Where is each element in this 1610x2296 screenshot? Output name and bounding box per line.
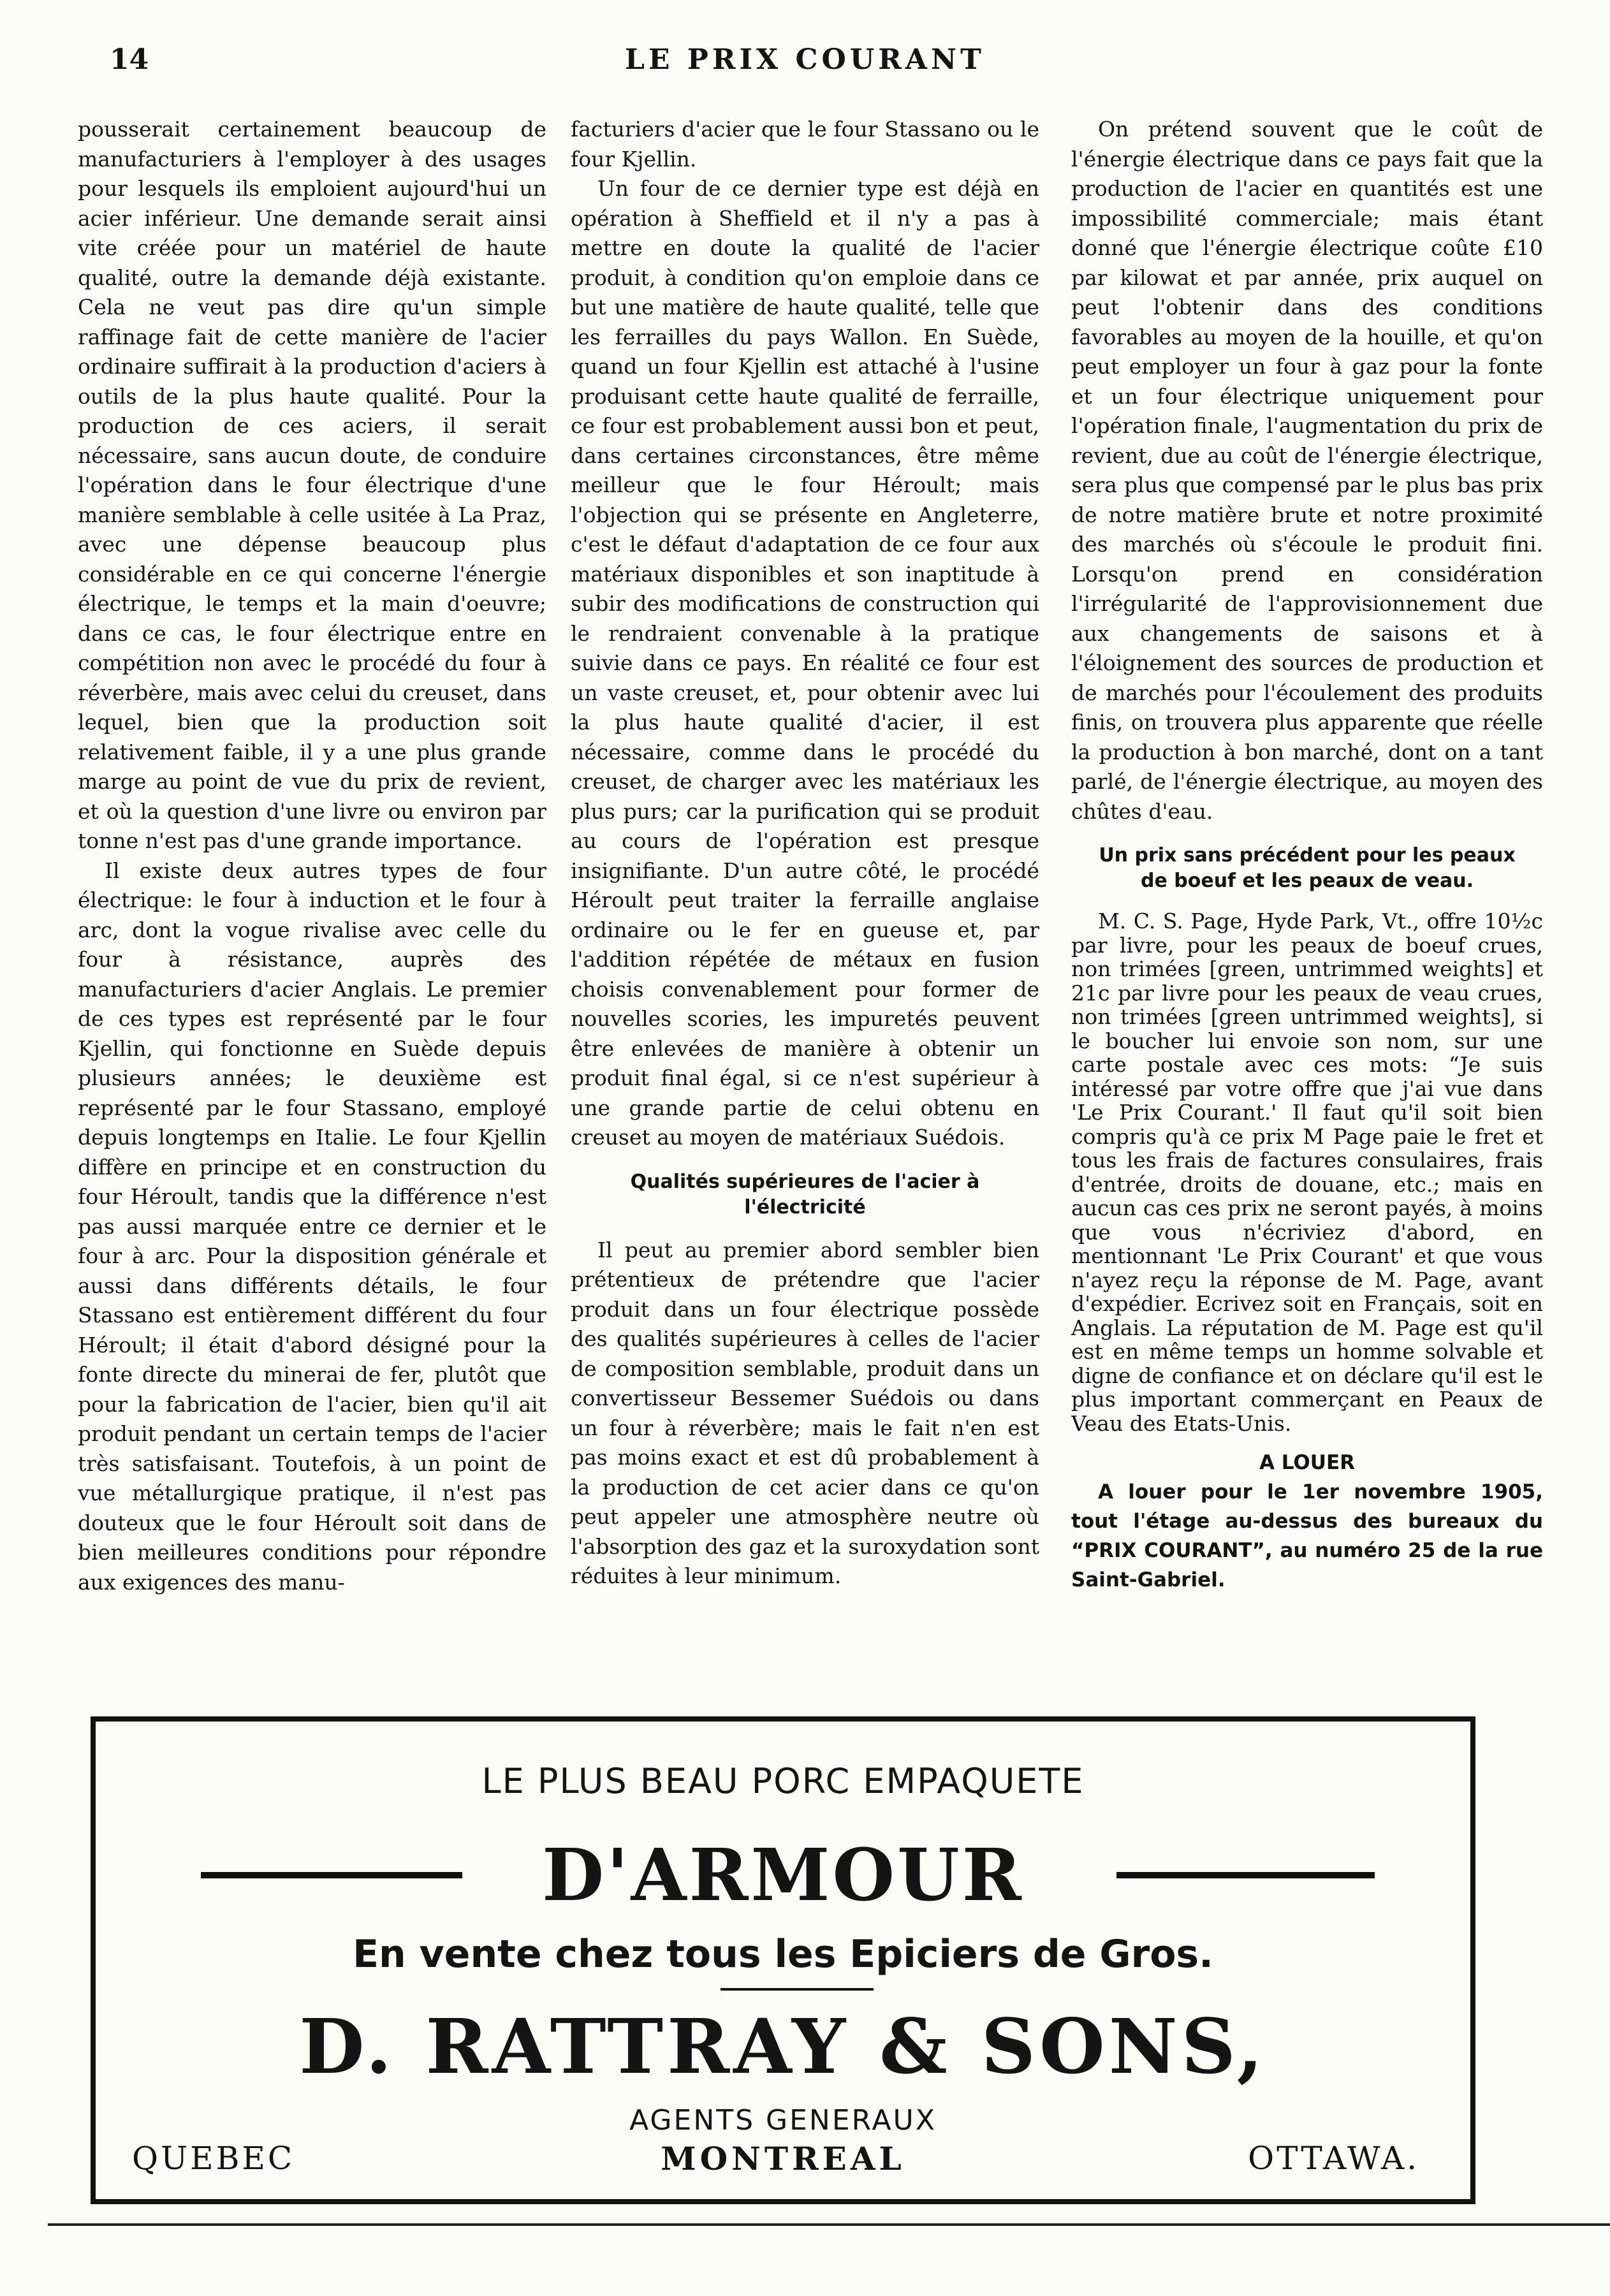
- armour-advertisement: [91, 1716, 1475, 2204]
- article-paragraph: Il existe deux autres types de four électrique: le four à induction et le four à arc, dont la vogue rivalise avec celle du four à résistance, auprès des manufacturiers d'acier Anglais. Le premier de ces types est représenté par le four Kjellin, qui fonctionne en Suède depuis plusieurs années; le deuxième est représenté par le four Stassano, employé depuis longtemps en Italie. Le four Kjellin diffère en principe et en construction du four Héroult, tandis que la différence n'est pas aussi marquée entre ce dernier et le four à arc. Pour la disposition générale et aussi dans différents détails, le four Stassano est entièrement différent du four Héroult; il était d'abord désigné pour la fonte directe du minerai de fer, plutôt que pour la fabrication de l'acier, bien qu'il ait produit pendant un certain temps de l'acier très satisfaisant. Toutefois, à un point de vue métallurgique pratique, il n'est pas douteux que le four Héroult soit dans de bien meilleures conditions pour répondre aux exigences des manu-: [78, 858, 546, 1595]
- notice-title: A LOUER: [1259, 1451, 1355, 1474]
- column-3: [1071, 115, 1543, 1677]
- page-number: 14: [110, 43, 149, 76]
- article-paragraph: On prétend souvent que le coût de l'énergie électrique dans ce pays fait que la production de l'acier en quantités est une impossibilité commerciale; mais étant donné que l'énergie électrique coûte £10 par kilowat et par année, prix auquel on peut l'obtenir dans des conditions favorables au moyen de la houille, et qu'on peut employer un four à gaz pour la fonte et un four électrique uniquement pour l'opération finale, l'augmentation du prix de revient, due au coût de l'énergie électrique, sera plus que compensé par le plus bas prix de notre matière brute et notre proximité des marchés où s'écoule le produit fini. Lorsqu'on prend en considération l'irrégularité de l'approvisionnement due aux changements de saisons et à l'éloignement des sources de production et de marchés pour l'écoulement des produits finis, on trouvera plus apparente que réelle la production à bon marché, dont on a tant parlé, de l'énergie électrique, au moyen des chûtes d'eau.: [1071, 117, 1543, 824]
- journal-title: LE PRIX COURANT: [625, 43, 985, 76]
- article-paragraph: Un four de ce dernier type est déjà en opération à Sheffield et il n'y a pas à mettre en doute la qualité de l'acier produit, à condition qu'on emploie dans ce but une matière de haute qualité, telle que les ferrailles du pays Wallon. En Suède, quand un four Kjellin est attaché à l'usine produisant cette haute qualité de ferraille, ce four est probablement aussi bon et peut, dans certaines circonstances, être même meilleur que le four Héroult; mais l'objection qui se présente en Angleterre, c'est le défaut d'adaptation de ce four aux matériaux disponibles et son inaptitude à subir des modifications de construction qui le rendraient convenable à la pratique suivie dans ce pays. En réalité ce four est un vaste creuset, et, pour obtenir avec lui la plus haute qualité d'acier, il est nécessaire, comme dans le procédé du creuset, de charger avec les matériaux les plus purs; car la purification qui se produit au cours de l'opération est presque insignifiante. D'un autre côté, le procédé Héroult peut traiter la ferraille anglaise ordinaire ou le fer en gueuse et, par l'addition répétée de métaux en fusion choisis convenablement pour former de nouvelles scories, les impuretés peuvent être enlevées de manière à obtenir un produit final égal, si ce n'est supérieur à une grande partie de celui obtenu en creuset au moyen de matériaux Suédois.: [571, 176, 1039, 1150]
- ad-city-montreal: MONTREAL: [661, 2140, 905, 2177]
- ad-city-ottawa: OTTAWA.: [1248, 2140, 1419, 2177]
- ad-sub-line: En vente chez tous les Epiciers de Gros.: [353, 1932, 1213, 1977]
- section-heading: Un prix sans précédent pour les peaux de boeuf et les peaux de veau.: [1099, 844, 1516, 892]
- page-header: [0, 43, 1610, 88]
- column-2: [571, 115, 1039, 1677]
- ad-brand: D'ARMOUR: [542, 1834, 1024, 1917]
- page-offer-paragraph: M. C. S. Page, Hyde Park, Vt., offre 10½c par livre, pour les peaux de boeuf crues, non trimées [green, untrimmed weights] et 21c par livre pour les peaux de veau crues, non trimées [green untrimmed weights], si le boucher lui envoie son nom, sur une carte postale avec ces mots: “Je suis intéressé par votre offre que j'ai vue dans 'Le Prix Courant.' Il faut qu'il soit bien compris qu'à ce prix M Page paie le fret et tous les frais de factures consulaires, frais d'entrée, droits de douane, etc.; mais en aucun cas ces prix ne seront payés, à moins que vous n'écriviez d'abord, en mentionnant 'Le Prix Courant' et que vous n'ayez reçu la réponse de M. Page, avant d'expédier. Ecrivez soit en Français, soit en Anglais. La réputation de M. Page est qu'il est en même temps un homme solvable et digne de confiance et on déclare qu'il est le plus important commerçant en Peaux de Veau des Etats-Unis.: [1071, 909, 1543, 1436]
- article-paragraph: pousserait certainement beaucoup de manufacturiers à l'employer à des usages pour lesquels ils emploient aujourd'hui un acier inférieur. Une demande serait ainsi vite créée pour un matériel de haute qualité, outre la demande déjà existante. Cela ne veut pas dire qu'un simple raffinage fait de cette manière de l'acier ordinaire suffirait à la production d'aciers à outils de la plus haute qualité. Pour la production de ces aciers, il serait nécessaire, sans aucun doute, de conduire l'opération dans le four électrique d'une manière semblable à celle usitée à La Praz, avec une dépense beaucoup plus considérable en ce qui concerne l'énergie électrique, le temps et la main d'oeuvre; dans ce cas, le four électrique entre en compétition non avec le procédé du four à réverbère, mais avec celui du creuset, dans lequel, bien que la production soit relativement faible, il y a une plus grande marge au point de vue du prix de revient, et où la question d'une livre ou environ par tonne n'est pas d'une grande importance.: [78, 117, 546, 853]
- ad-company: D. RATTRAY & SONS,: [299, 2002, 1267, 2091]
- ad-city-quebec: QUEBEC: [132, 2140, 295, 2177]
- page-bottom-rule: [48, 2223, 1610, 2226]
- ad-brand-row: [96, 1834, 1470, 1917]
- article-paragraph: Il peut au premier abord sembler bien prétentieux de prétendre que l'acier produit dans un four électrique possède des qualités supérieures à celles de l'acier de composition semblable, produit dans un convertisseur Bessemer Suédois ou dans un four à réverbère; mais le fait n'en est pas moins exact et est dû probablement à la production de cet acier dans ce qu'on peut appeler une atmosphère neutre où l'absorption des gaz et la suroxydation sont réduites à leur minimum.: [571, 1237, 1039, 1588]
- ad-rule-right: [1116, 1872, 1375, 1878]
- article-paragraph: facturiers d'acier que le four Stassano ou le four Kjellin.: [571, 117, 1039, 172]
- section-heading: Qualités supérieures de l'acier à l'électricité: [630, 1170, 980, 1218]
- ad-top-line: LE PLUS BEAU PORC EMPAQUETE: [481, 1761, 1085, 1801]
- notice-text: A louer pour le 1er novembre 1905, tout l'étage au-dessus des bureaux du “PRIX COURANT”, au numéro 25 de la rue Saint-Gabriel.: [1071, 1481, 1543, 1591]
- ad-agents: AGENTS GENERAUX: [629, 2104, 937, 2137]
- ad-divider: [721, 1988, 874, 1991]
- column-1: [78, 115, 546, 1677]
